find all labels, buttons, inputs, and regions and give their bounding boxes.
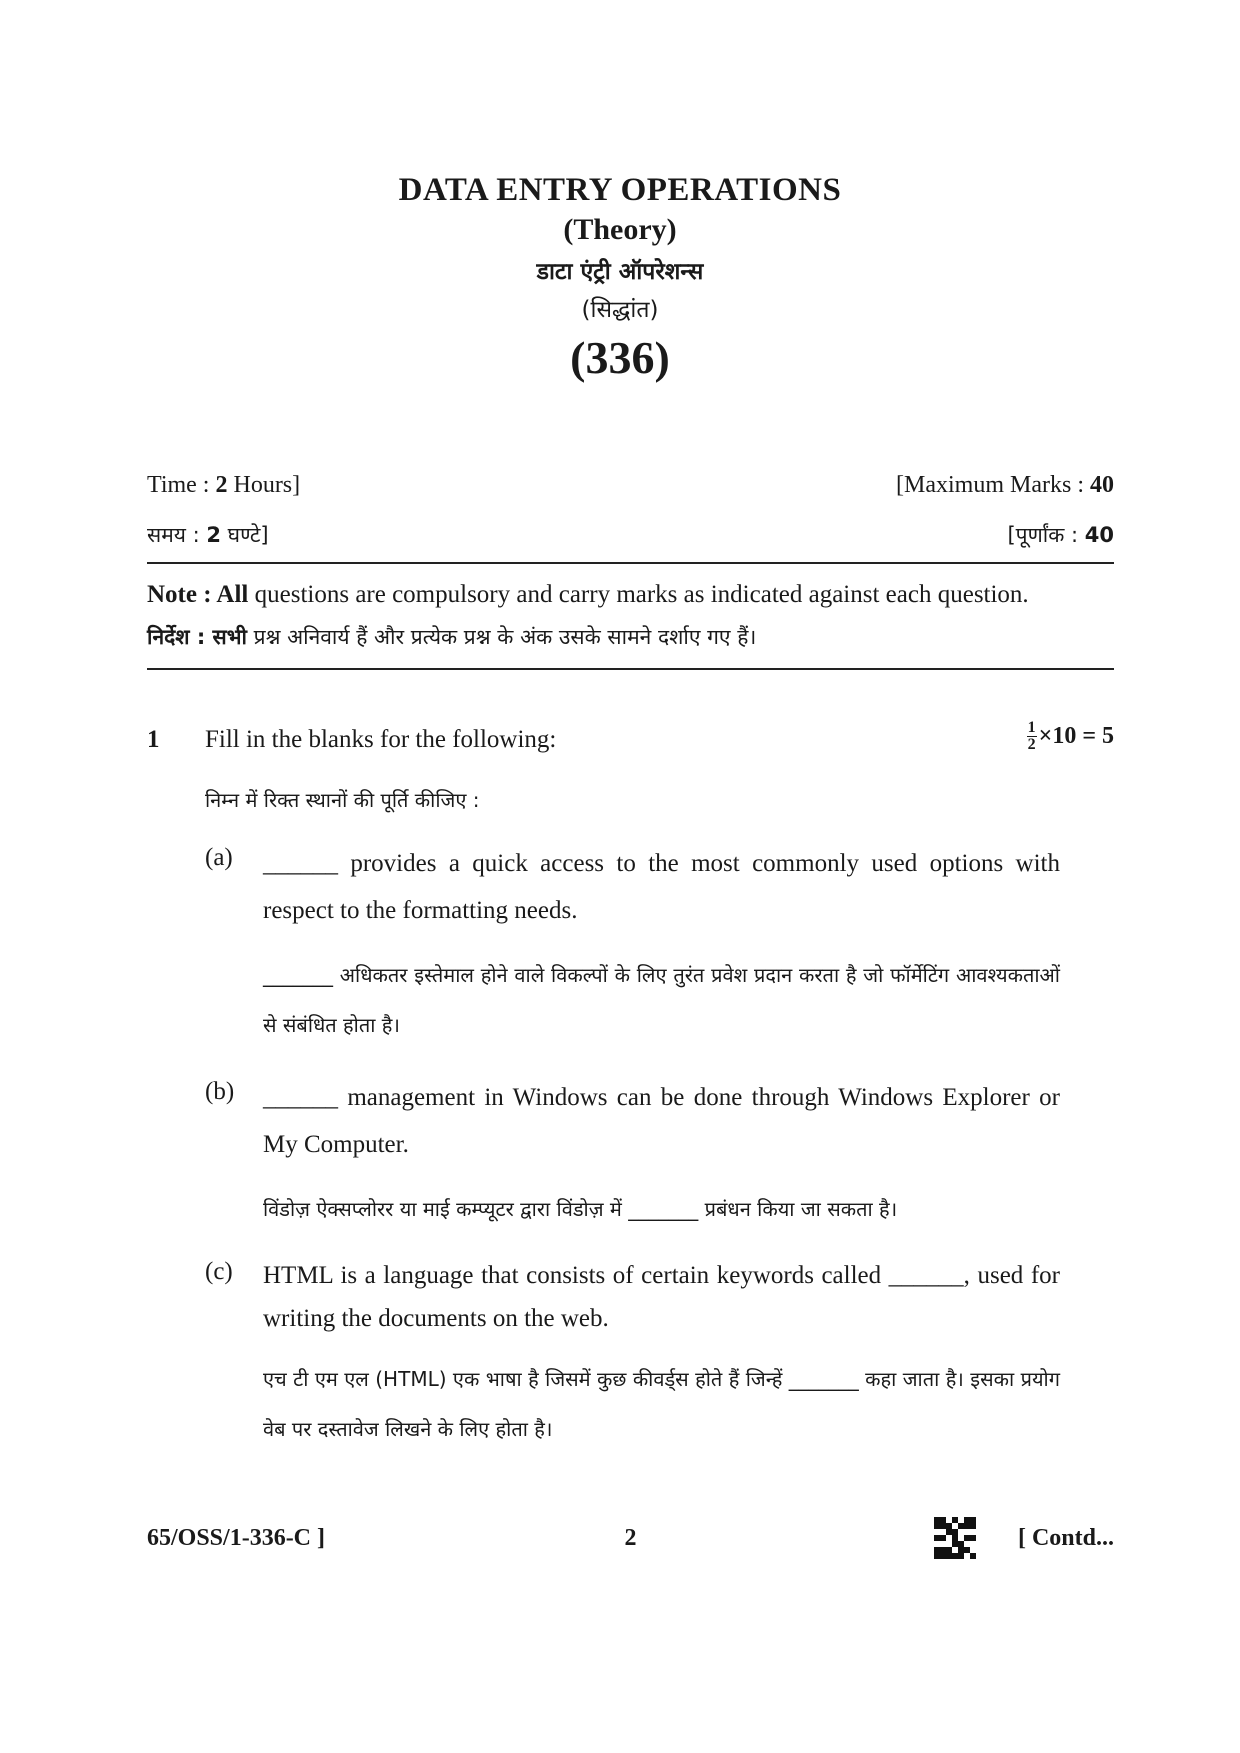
time-en: Time : 2 Hours]	[147, 472, 301, 498]
paper-title-hi: डाटा एंट्री ऑपरेशन्स	[536, 259, 704, 285]
part-label: (c)	[205, 1258, 233, 1285]
part-text-en: HTML is a language that consists of certain keywords called ______, used for writing the documents on the web.	[263, 1262, 1060, 1332]
qr-code-icon	[934, 1517, 976, 1559]
paper-title-en: DATA ENTRY OPERATIONS	[398, 172, 842, 208]
exam-meta	[147, 470, 1114, 560]
meta-row-hi	[147, 510, 1114, 560]
continued-label: [ Contd...	[1017, 1525, 1114, 1551]
paper-subtitle-en: (Theory)	[563, 213, 677, 246]
paper-subtitle-hi: (सिद्धांत)	[581, 297, 659, 323]
meta-row-en	[147, 470, 1114, 500]
instructions-note	[147, 578, 1114, 654]
max-marks-hi: [पूर्णांक : 40	[1007, 523, 1114, 547]
note-en: Note : All questions are compulsory and carry marks as indicated against each question.	[147, 581, 1029, 608]
part-text-hi: _______ अधिकतर इस्तेमाल होने वाले विकल्पों के लिए तुरंत प्रवेश प्रदान करता है जो फॉर्मेटिंग आवश्यकताओं से संबंधित होता है।	[263, 963, 1060, 1037]
part-text-en: ______ management in Windows can be done through Windows Explorer or My Computer.	[263, 1084, 1060, 1158]
part-label: (a)	[205, 844, 233, 871]
paper-code: (336)	[570, 332, 670, 383]
question-marks: $\frac{1}{2}$ ×10 = 5	[1027, 719, 1114, 753]
marks-fraction: $\frac{1}{2}$	[1027, 719, 1036, 753]
page-number: 2	[624, 1525, 637, 1551]
max-marks-en: [Maximum Marks : 40	[896, 472, 1114, 498]
bottom-divider	[147, 668, 1114, 670]
question-text-en: Fill in the blanks for the following:	[205, 726, 557, 753]
paper-code-footer: 65/OSS/1-336-C ]	[147, 1525, 326, 1551]
part-text-hi: एच टी एम एल (HTML) एक भाषा है जिसमें कुछ कीवर्ड्स होते हैं जिन्हें _______ कहा जाता है। इसका प्रयोग वेब पर दस्तावेज लिखने के लिए होता है।	[263, 1367, 1060, 1441]
top-divider	[147, 562, 1114, 564]
part-text-en: ______ provides a quick access to the most commonly used options with respect to the formatting needs.	[263, 850, 1060, 924]
note-hi: निर्देश : सभी प्रश्न अनिवार्य हैं और प्रत्येक प्रश्न के अंक उसके सामने दर्शाए गए हैं।	[147, 625, 757, 649]
page-footer	[147, 1525, 1114, 1565]
question-text-hi: निम्न में रिक्त स्थानों की पूर्ति कीजिए :	[205, 788, 480, 812]
part-label: (b)	[205, 1078, 235, 1105]
paper-header	[0, 170, 1240, 386]
question-number: 1	[147, 726, 160, 753]
part-text-hi: विंडोज़ ऐक्सप्लोरर या माई कम्प्यूटर द्वारा विंडोज़ में _______ प्रबंधन किया जा सकता है।	[263, 1197, 898, 1221]
time-hi: समय : 2 घण्टे]	[147, 523, 269, 547]
